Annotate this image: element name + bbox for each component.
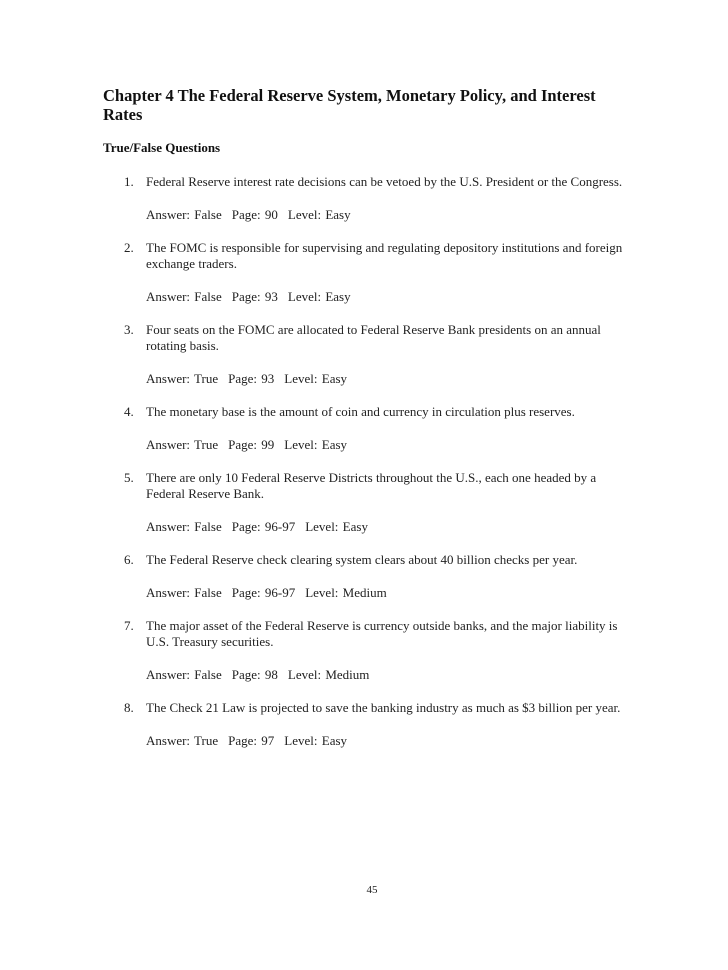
- question-item: [0, 322, 628, 387]
- question-number: 5.: [124, 470, 134, 485]
- question-item: [0, 700, 628, 749]
- page-ref: Page: 93: [228, 371, 275, 386]
- question-item: [0, 404, 628, 453]
- question-number: 1.: [124, 174, 134, 189]
- question-number: 4.: [124, 404, 134, 419]
- page-ref: Page: 98: [231, 667, 278, 682]
- question-text: Federal Reserve interest rate decisions can be vetoed by the U.S. President or the Congress.: [146, 174, 623, 189]
- answer-line: [146, 207, 628, 223]
- question-item: [0, 240, 628, 305]
- chapter-title: Chapter 4 The Federal Reserve System, Monetary Policy, and Interest Rates: [103, 86, 596, 124]
- question-item: [0, 174, 628, 223]
- level: Level: Easy: [284, 437, 348, 452]
- level: Level: Easy: [305, 519, 368, 534]
- answer: Answer: False: [146, 519, 222, 534]
- question-text: The Federal Reserve check clearing system clears about 40 billion checks per year.: [146, 552, 578, 567]
- answer: Answer: True: [146, 371, 219, 386]
- question-text: The major asset of the Federal Reserve is currency outside banks, and the major liability is U.S. Treasury securities.: [146, 618, 618, 649]
- page-number: 45: [366, 884, 378, 896]
- question-number: 6.: [124, 552, 134, 567]
- answer-line: [146, 667, 628, 683]
- page-ref: Page: 93: [231, 289, 278, 304]
- level: Level: Easy: [287, 207, 351, 222]
- page-ref: Page: 96-97: [231, 519, 296, 534]
- page-ref: Page: 99: [228, 437, 275, 452]
- answer: Answer: False: [146, 289, 222, 304]
- answer-line: [146, 371, 628, 387]
- answer-line: [146, 289, 628, 305]
- question-list: [0, 174, 728, 766]
- page-ref: Page: 97: [228, 733, 275, 748]
- question-text: The Check 21 Law is projected to save the banking industry as much as $3 billion per year.: [146, 700, 621, 715]
- question-number: 2.: [124, 240, 134, 255]
- question-item: [0, 470, 628, 535]
- section-heading: True/False Questions: [103, 140, 221, 155]
- answer-line: [146, 733, 628, 749]
- page-ref: Page: 96-97: [231, 585, 296, 600]
- question-text: There are only 10 Federal Reserve Districts throughout the U.S., each one headed by a Federal Reserve Bank.: [146, 470, 597, 501]
- question-text: The FOMC is responsible for supervising and regulating depository institutions and foreign exchange traders.: [146, 240, 623, 271]
- answer: Answer: True: [146, 733, 219, 748]
- answer-line: [146, 519, 628, 535]
- question-number: 8.: [124, 700, 134, 715]
- level: Level: Medium: [287, 667, 370, 682]
- question-number: 7.: [124, 618, 134, 633]
- question-text: The monetary base is the amount of coin and currency in circulation plus reserves.: [146, 404, 575, 419]
- answer: Answer: False: [146, 585, 222, 600]
- question-number: 3.: [124, 322, 134, 337]
- level: Level: Medium: [305, 585, 387, 600]
- level: Level: Easy: [287, 289, 351, 304]
- level: Level: Easy: [284, 371, 348, 386]
- question-item: [0, 618, 628, 683]
- question-item: [0, 552, 628, 601]
- page-ref: Page: 90: [231, 207, 278, 222]
- answer: Answer: False: [146, 667, 222, 682]
- answer-line: [146, 585, 628, 601]
- answer: Answer: False: [146, 207, 222, 222]
- question-text: Four seats on the FOMC are allocated to Federal Reserve Bank presidents on an annual rotating basis.: [146, 322, 601, 353]
- level: Level: Easy: [284, 733, 348, 748]
- answer: Answer: True: [146, 437, 219, 452]
- answer-line: [146, 437, 628, 453]
